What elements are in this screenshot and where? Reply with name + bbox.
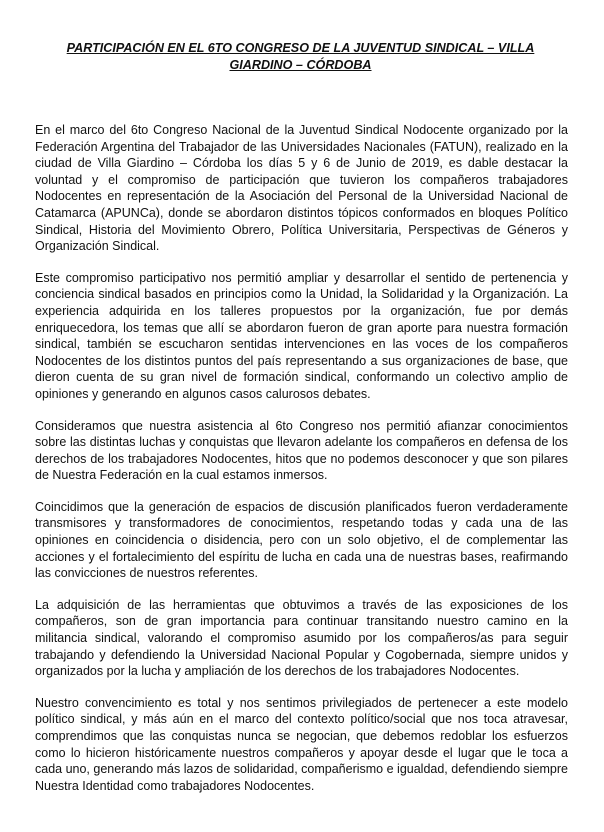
paragraph-1: En el marco del 6to Congreso Nacional de la Juventud Sindical Nodocente organizado por la Federación Argentina del Trabajador de las Universidades Nacionales (FATUN), realizado en la ciudad de Villa Giardino – Córdoba los días 5 y 6 de Junio de 2019, es dable destacar la voluntad y el compromiso de participación que tuvieron los compañeros trabajadores Nodocentes en representación de la Asociación del Personal de la Universidad Nacional de Catamarca (APUNCa), donde se abordaron distintos tópicos conformados en bloques Político Sindical, Historia del Movimiento Obrero, Política Universitaria, Perspectivas de Géneros y Organización Sindical.: [35, 123, 568, 254]
paragraph-3: Consideramos que nuestra asistencia al 6to Congreso nos permitió afianzar conocimientos sobre las distintas luchas y conquistas que llevaron adelante los compañeros en defensa de los derechos de los trabajadores Nodocentes, hitos que no podemos desconocer y que son pilares de Nuestra Federación en la cual estamos inmersos.: [35, 418, 568, 483]
paragraph-2: Este compromiso participativo nos permitió ampliar y desarrollar el sentido de pertenencia y conciencia sindical basados en principios como la Unidad, la Solidaridad y la Organización. La experiencia adquirida en los talleres propuestos por la organización, fue por demás enriquecedora, los temas que allí se abordaron fueron de gran aporte para nuestra formación sindical, también se escucharon sentidas intervenciones en las voces de los compañeros Nodocentes de los distintos puntos del país representando a sus organizaciones de base, que dieron cuenta de su gran nivel de formación sindical, conformando un colectivo amplio de opiniones y generando en algunos casos calurosos debates.: [35, 270, 568, 401]
paragraph-4: Coincidimos que la generación de espacios de discusión planificados fueron verdaderamente transmisores y transformadores de conocimientos, respetando todas y cada una de las opiniones en coincidencia o disidencia, pero con un solo objetivo, el de complementar las acciones y el fortalecimiento del espíritu de lucha en cada una de nuestras bases, reafirmando las convicciones de nuestros referentes.: [35, 499, 568, 581]
document-title: PARTICIPACIÓN EN EL 6TO CONGRESO DE LA JUVENTUD SINDICAL – VILLA GIARDINO – CÓRDOBA: [66, 41, 535, 72]
paragraph-5: La adquisición de las herramientas que obtuvimos a través de las exposiciones de los compañeros, son de gran importancia para continuar transitando nuestro camino en la militancia sindical, valorando el compromiso asumido por los compañeros/as para seguir trabajando y defendiendo la Universidad Nacional Popular y Cogobernada, siempre unidos y organizados por la lucha y ampliación de los derechos de los trabajadores Nodocentes.: [35, 597, 568, 679]
paragraph-6: Nuestro convencimiento es total y nos sentimos privilegiados de pertenecer a este modelo político sindical, y más aún en el marco del contexto político/social que nos toca atravesar, comprendimos que las conquistas nunca se negocian, que debemos redoblar los esfuerzos como lo hicieron históricamente nuestros compañeros y apoyar desde el lugar que le toca a cada uno, generando más lazos de solidaridad, compañerismo e igualdad, defendiendo siempre Nuestra Identidad como trabajadores Nodocentes.: [35, 695, 568, 793]
document-body: [35, 122, 568, 794]
